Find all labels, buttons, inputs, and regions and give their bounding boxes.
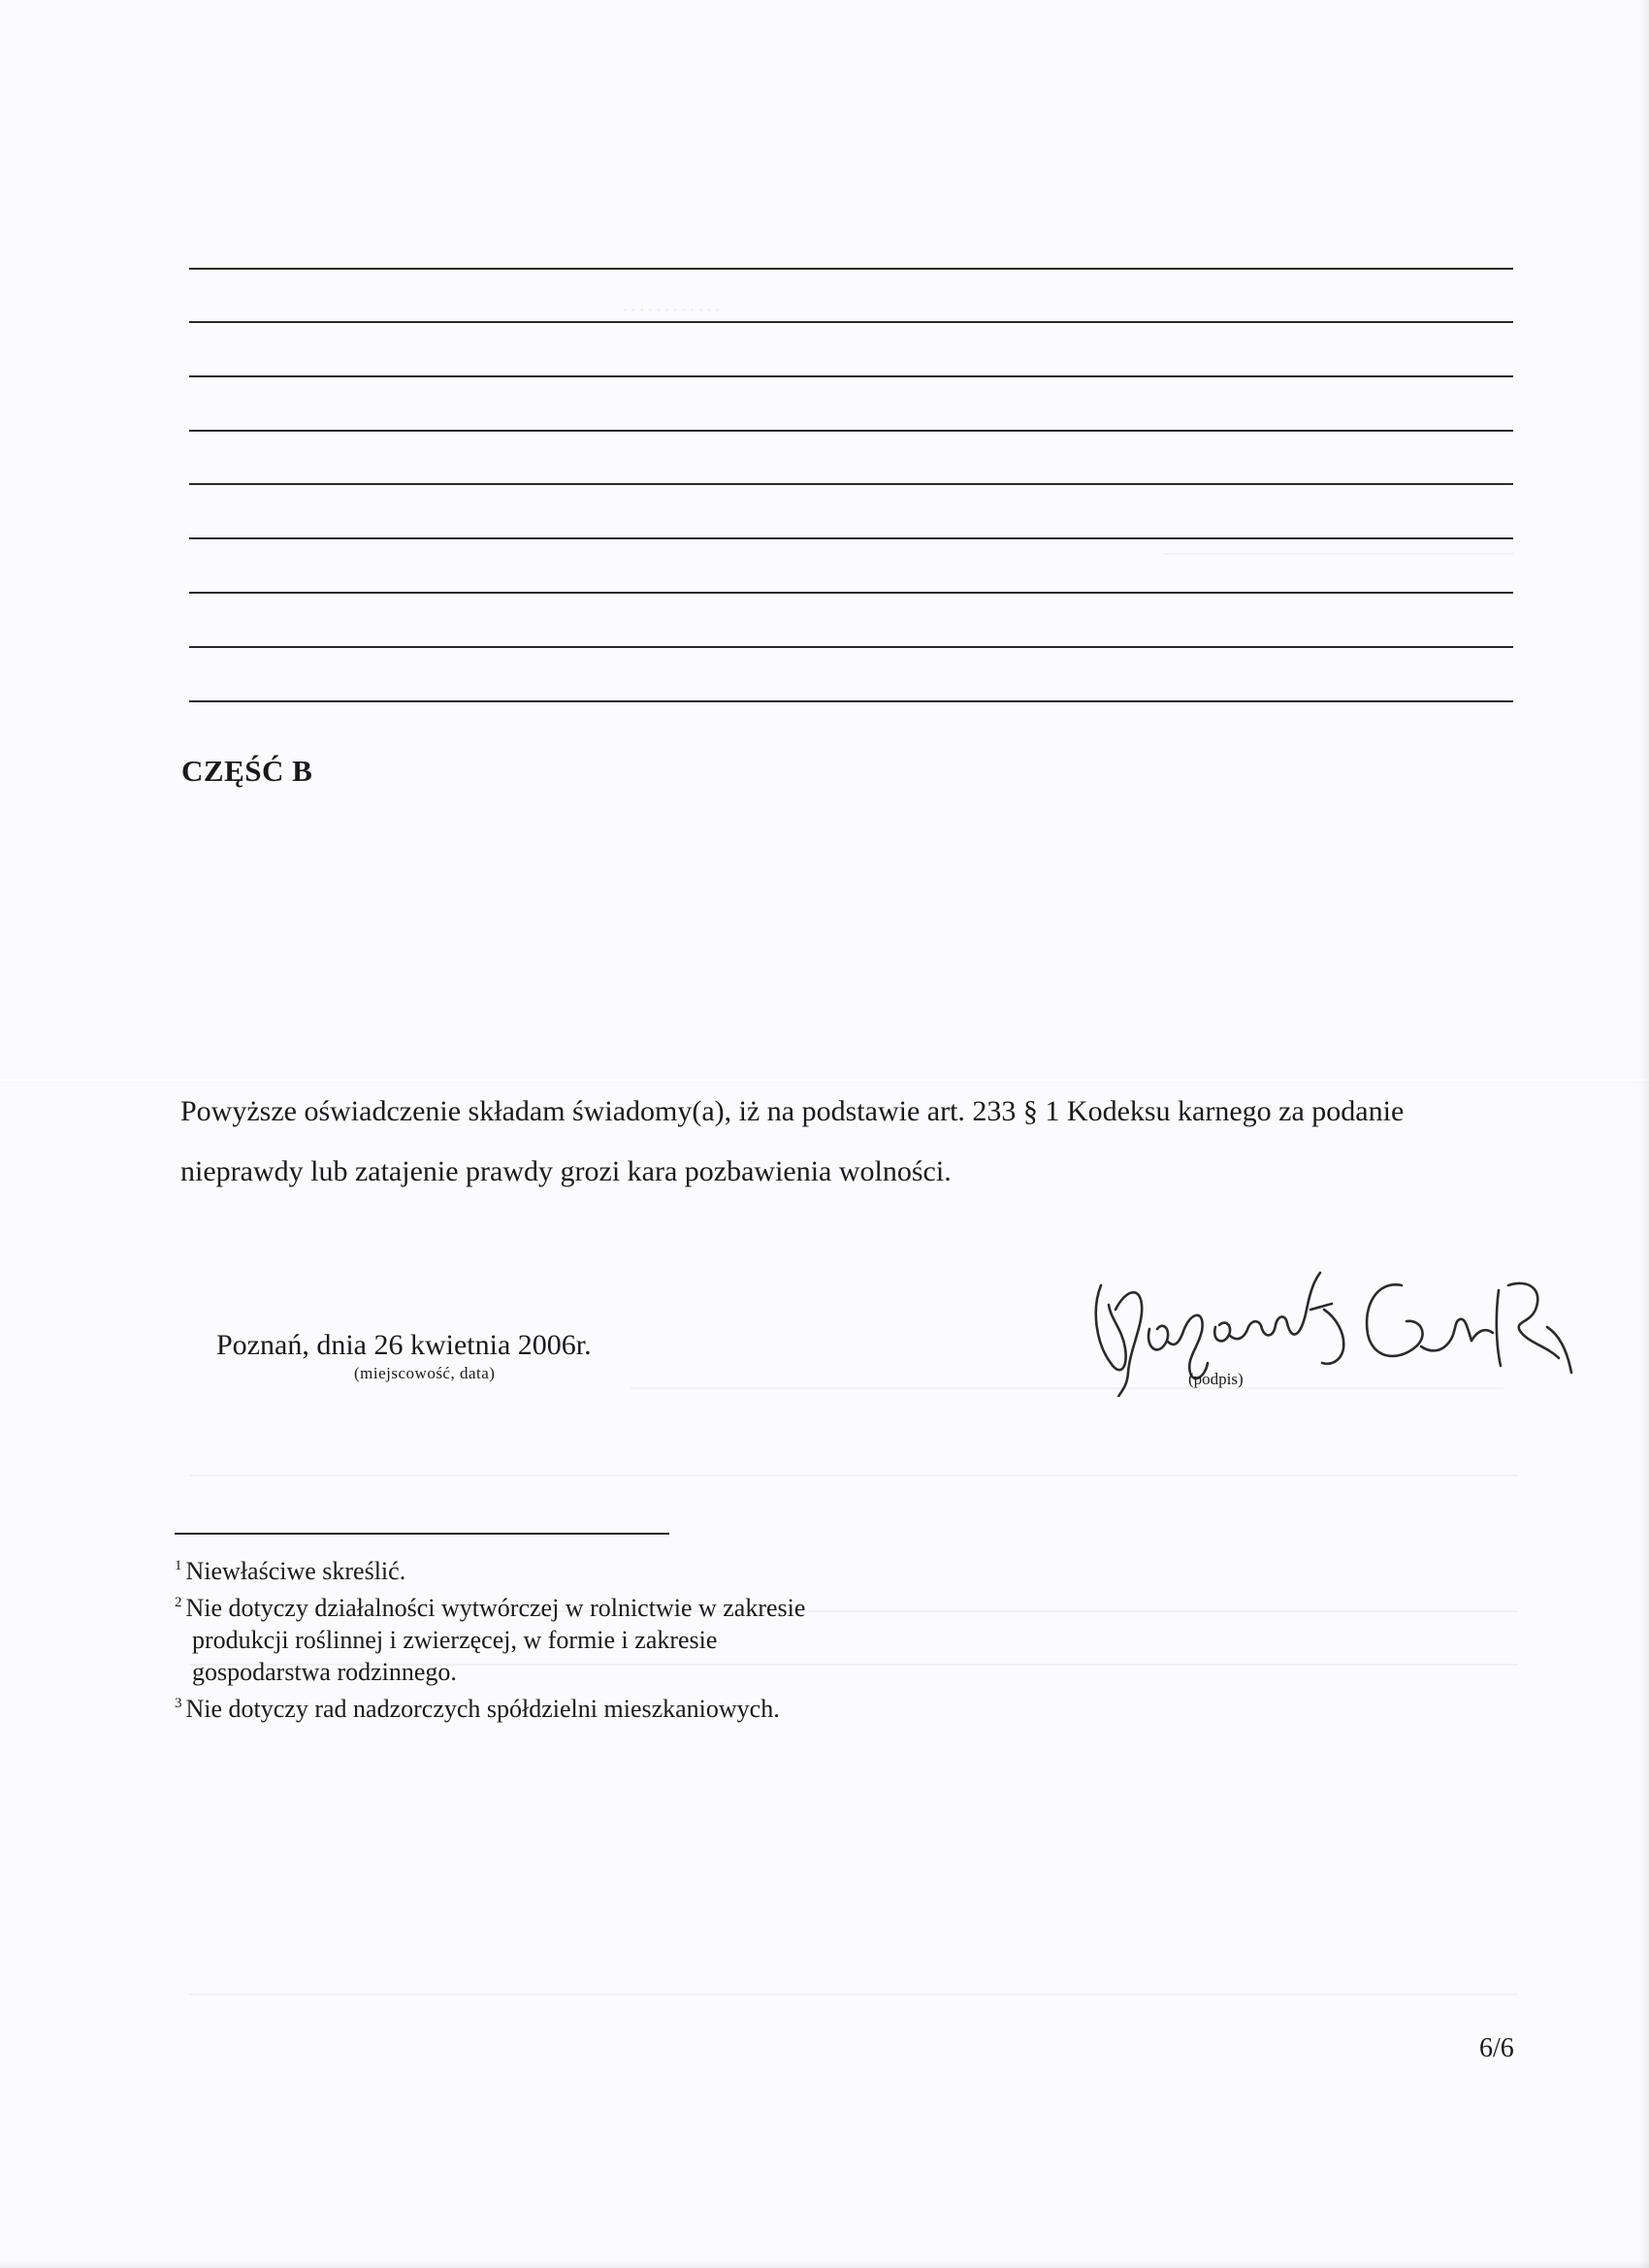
paper-edge-shadow (1639, 0, 1649, 2268)
page-number: 6/6 (1479, 2033, 1514, 2063)
bleed-through-line (1164, 553, 1513, 555)
footnote-mark: 2 (175, 1595, 182, 1610)
handwritten-signature (1082, 1251, 1596, 1397)
footnote-2 (175, 1587, 805, 1624)
blank-writing-line (189, 537, 1513, 539)
footnote-1 (175, 1550, 805, 1587)
blank-writing-line (189, 700, 1513, 702)
blank-writing-line (189, 321, 1513, 323)
blank-writing-line (189, 375, 1513, 377)
footnote-2-continuation: gospodarstwa rodzinnego. (192, 1658, 457, 1686)
bleed-through-line (189, 1993, 1518, 1995)
footnote-mark: 1 (175, 1558, 182, 1573)
blank-writing-line (189, 268, 1513, 270)
blank-writing-line (189, 592, 1513, 594)
footnote-text: Niewłaściwe skreślić. (185, 1557, 406, 1585)
bleed-through-line (189, 1474, 1518, 1476)
blank-writing-line (189, 483, 1513, 485)
footnote-text: Nie dotyczy działalności wytwórczej w rolnictwie w zakresie (185, 1594, 806, 1622)
declaration-text: Powyższe oświadczenie składam świadomy(a), iż na podstawie art. 233 § 1 Kodeksu karnego za podanie nieprawdy lub zatajenie prawdy grozi kara pozbawienia wolności. (180, 1095, 1405, 1187)
footnote-separator (175, 1533, 669, 1535)
blank-writing-line (189, 646, 1513, 648)
place-date: Poznań, dnia 26 kwietnia 2006r. (216, 1329, 592, 1361)
paper-edge-shadow (0, 2260, 1649, 2268)
signature-caption: (podpis) (1188, 1370, 1244, 1388)
footnote-3 (175, 1688, 805, 1725)
footnotes (175, 1550, 805, 1725)
place-date-caption: (miejscowość, data) (354, 1364, 496, 1382)
footnote-2-continuation: produkcji roślinnej i zwierzęcej, w formie i zakresie (192, 1626, 718, 1654)
section-title: CZĘŚĆ B (181, 754, 313, 788)
footnote-text: Nie dotyczy rad nadzorczych spółdzielni mieszkaniowych. (185, 1695, 780, 1723)
footnote-mark: 3 (175, 1696, 182, 1711)
blank-writing-line (189, 430, 1513, 432)
